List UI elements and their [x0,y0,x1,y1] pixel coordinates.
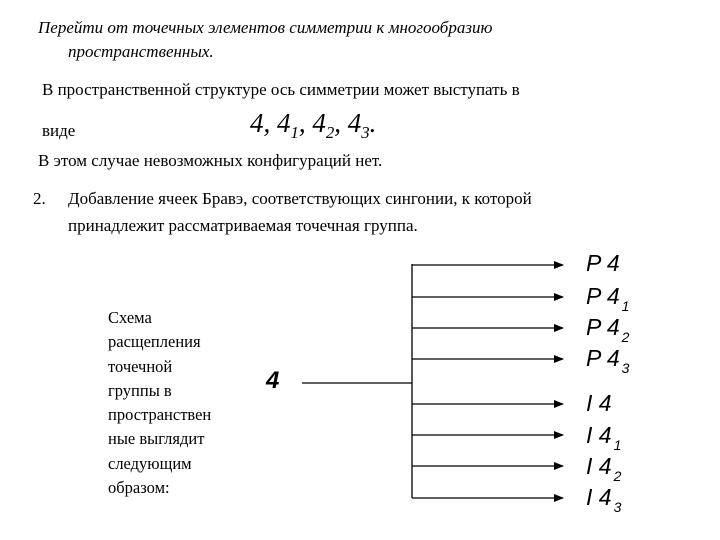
axis-4-2: 4 [312,108,326,138]
space-group-label-i4-1 [586,422,621,453]
caption-line: образом: [108,478,170,498]
space-group-symbol: P 4 [586,250,620,276]
structure-line-2-prefix: виде [42,121,76,140]
axis-4-3: 4 [347,108,362,138]
space-group-label-p4-2 [586,314,630,345]
source-group-label: 4 [266,367,280,394]
space-group-label-p4 [586,250,620,276]
step-2-number: 2. [33,189,46,208]
intro-line-1: Перейти от точечных элементов симметрии к многообразию [38,18,493,37]
caption-line: точечной [108,356,173,376]
step-2-line-1: Добавление ячеек Бравэ, соответствующих сингонии, к которой [68,189,532,208]
space-group-subscript: 2 [621,329,630,345]
caption-line: пространствен [108,405,212,425]
axis-separator: , [298,108,313,138]
caption-line: следующим [108,453,192,473]
space-group-symbol: I 4 [586,453,612,479]
space-group-subscript: 2 [613,468,622,484]
no-impossible-configurations: В этом случае невозможных конфигураций нет. [38,151,383,170]
space-group-symbol: P 4 [586,283,620,309]
axis-separator: , [263,108,277,138]
space-group-symbol: I 4 [586,390,612,416]
space-group-label-i4-3 [586,484,622,515]
space-group-symbol: P 4 [586,314,620,340]
space-group-symbol: P 4 [586,345,620,371]
intro-line-2: пространственных. [68,42,214,61]
caption-line: группы в [108,380,172,400]
space-group-subscript: 3 [621,360,630,376]
axis-subscript: 3 [361,122,370,142]
space-group-label-i4-2 [586,453,622,484]
space-group-label-p4-3 [586,345,630,376]
structure-line-1: В пространственной структуре ось симметрии может выступать в [42,80,520,99]
space-group-symbol: I 4 [586,422,612,448]
axis-separator: , [334,108,348,138]
space-group-label-i4 [586,390,612,416]
space-group-label-p4-1 [586,283,629,314]
caption-line: ные выглядит [108,429,205,449]
space-group-symbol: I 4 [586,484,612,510]
space-group-subscript: 3 [613,499,622,515]
axis-terminal: . [369,108,377,138]
caption-line: Схема [108,308,152,327]
axis-subscript: 1 [290,122,299,142]
axis-4-1: 4 [277,108,291,138]
axis-4: 4 [250,108,264,138]
space-group-subscript: 1 [613,437,622,453]
step-2-line-2: принадлежит рассматриваемая точечная группа. [68,216,418,235]
space-group-subscript: 1 [621,298,630,314]
axis-subscript: 2 [325,122,335,142]
caption-line: расщепления [108,332,201,352]
